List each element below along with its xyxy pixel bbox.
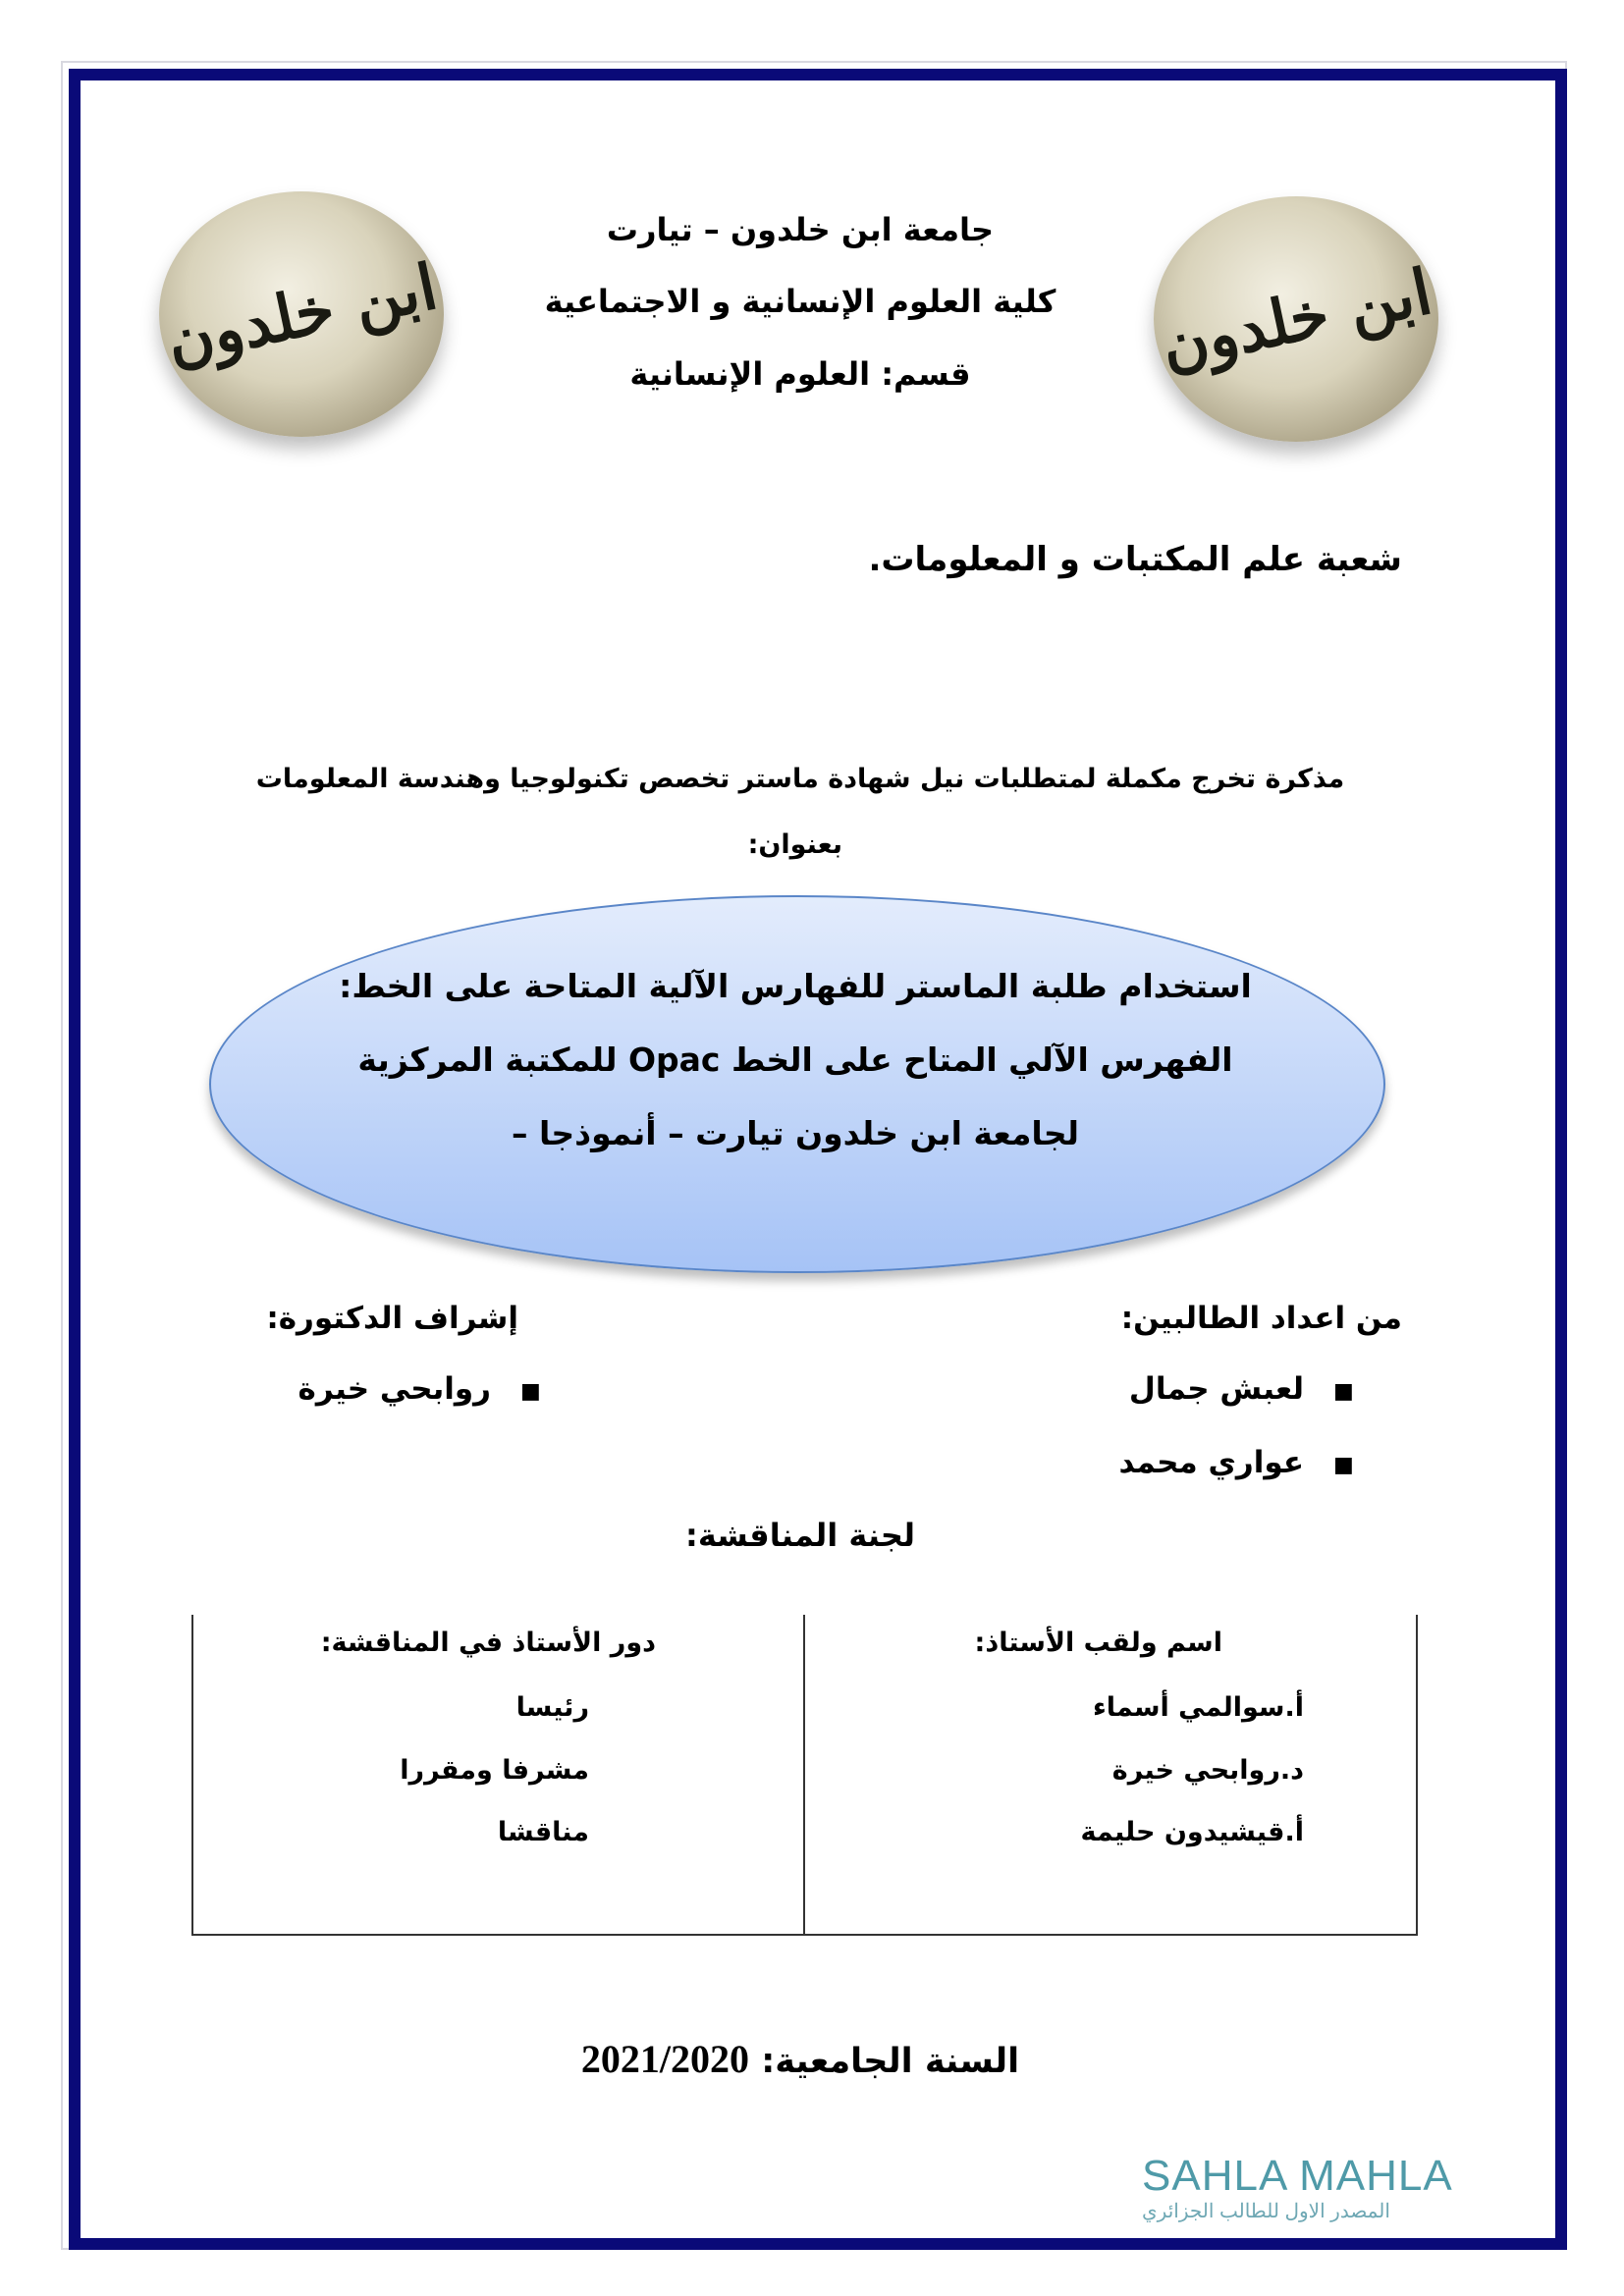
committee-title: لجنة المناقشة:: [685, 1517, 915, 1554]
thesis-title-line-1: استخدام طلبة الماستر للفهارس الآلية المتاحة على الخط:: [339, 967, 1252, 1005]
bullet-icon: ■: [1333, 1453, 1354, 1477]
member-role: مشرفا ومقررا: [400, 1755, 589, 1786]
university-logo-left: [159, 191, 444, 437]
supervisor-label: إشراف الدكتورة:: [266, 1301, 518, 1336]
bullet-icon: ■: [520, 1379, 541, 1404]
academic-year: [442, 2036, 1159, 2082]
bullet-icon: ■: [1333, 1379, 1354, 1404]
university-logo-right: [1154, 196, 1438, 442]
title-ellipse: [209, 895, 1385, 1273]
academic-year-label: السنة الجامعية:: [761, 2042, 1020, 2081]
thesis-title-line-2: الفهرس الآلي المتاح على الخط Opac للمكتبة المركزية: [357, 1041, 1233, 1079]
department-name: قسم: العلوم الإنسانية: [629, 355, 971, 393]
student-name: لعبش جمال: [1128, 1371, 1304, 1407]
table-divider: [803, 1615, 805, 1934]
thesis-title-line-3: لجامعة ابن خلدون تيارت – أنموذجا –: [512, 1114, 1079, 1152]
thesis-note: مذكرة تخرج مكملة لمتطلبات نيل شهادة ماستر تخصص تكنولوجيا وهندسة المعلومات: [255, 764, 1345, 794]
member-name: أ.قيشيدون حليمة: [1080, 1817, 1304, 1847]
watermark-tagline: المصدر الاول للطالب الجزائري: [1142, 2201, 1390, 2222]
title-label: بعنوان:: [747, 829, 842, 860]
col-header-role: دور الأستاذ في المناقشة:: [320, 1628, 656, 1658]
member-name: د.روابحي خيرة: [1111, 1755, 1304, 1786]
member-role: مناقشا: [497, 1817, 589, 1847]
member-name: أ.سوالمي أسماء: [1092, 1692, 1304, 1723]
member-role: رئيسا: [515, 1692, 589, 1723]
logo-calligraphy: ابن خلدون: [1154, 254, 1438, 384]
col-header-name: اسم ولقب الأستاذ:: [974, 1628, 1222, 1658]
watermark-brand: SAHLA MAHLA: [1142, 2152, 1453, 2200]
supervisor-name: روابحي خيرة: [298, 1371, 491, 1407]
students-label: من اعداد الطالبين:: [1120, 1301, 1402, 1336]
academic-year-value: 2021/2020: [580, 2037, 750, 2081]
faculty-name: كلية العلوم الإنسانية و الاجتماعية: [544, 283, 1056, 320]
logo-calligraphy: ابن خلدون: [159, 249, 444, 379]
branch-name: شعبة علم المكتبات و المعلومات.: [868, 540, 1402, 579]
student-name: عواري محمد: [1118, 1445, 1304, 1480]
university-name: جامعة ابن خلدون – تيارت: [606, 211, 995, 248]
